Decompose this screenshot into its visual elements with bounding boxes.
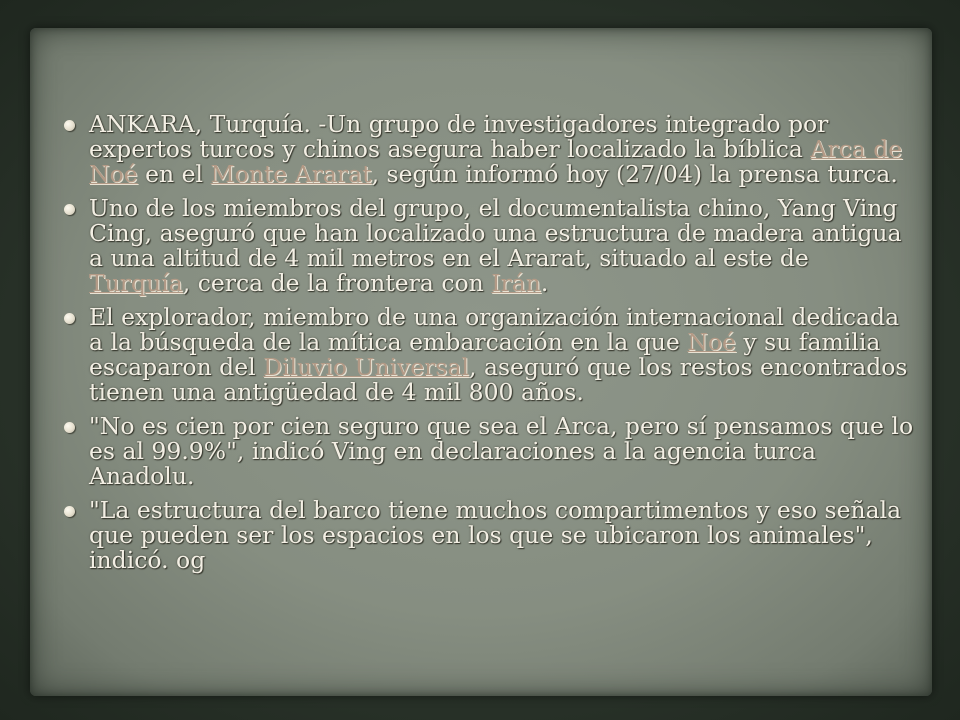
text-segment: ANKARA, Turquía. -Un grupo de investigadores integrado por expertos turcos y chinos asegura haber localizado la bíblica	[89, 110, 829, 163]
bullet-icon	[64, 422, 75, 433]
link-diluvio-universal[interactable]: Diluvio Universal	[263, 353, 470, 381]
bullet-text-4	[89, 496, 901, 574]
bullet-list	[64, 112, 914, 573]
bullet-text-0	[89, 110, 902, 188]
bullet-text-3	[89, 412, 913, 490]
link-monte-ararat[interactable]: Monte Ararat	[210, 160, 372, 188]
bullet-item	[64, 498, 914, 573]
bullet-text-2	[89, 303, 907, 406]
text-segment: , cerca de la frontera con	[182, 269, 492, 297]
link-iran[interactable]: Irán	[491, 269, 541, 297]
text-segment: "No es cien por cien seguro que sea el Arca, pero sí pensamos que lo es al 99.9%", indicó Ving en declaraciones a la agencia turca Anadolu.	[89, 412, 914, 490]
bullet-item	[64, 112, 914, 187]
bullet-item	[64, 414, 914, 489]
bullet-item	[64, 196, 914, 296]
bullet-icon	[64, 120, 75, 131]
text-segment: .	[540, 269, 549, 297]
link-turquia[interactable]: Turquía	[89, 269, 183, 297]
bullet-icon	[64, 204, 75, 215]
text-segment: , según informó hoy (27/04) la prensa turca.	[371, 160, 898, 188]
text-segment: en el	[137, 160, 211, 188]
bullet-icon	[64, 506, 75, 517]
text-segment: Uno de los miembros del grupo, el documentalista chino, Yang Ving Cing, aseguró que han localizado una estructura de madera antigua a una altitud de 4 mil metros en el Ararat, situado al este de	[89, 194, 902, 272]
text-segment: "La estructura del barco tiene muchos compartimentos y eso señala que pueden ser los espacios en los que se ubicaron los animales", indicó. og	[89, 496, 902, 574]
link-arca-de-noe[interactable]: Arca de Noé	[89, 135, 903, 188]
text-segment: y su familia escaparon del	[89, 328, 881, 381]
text-segment: El explorador, miembro de una organización internacional dedicada a la búsqueda de la mítica embarcación en la que	[89, 303, 900, 356]
text-segment: , aseguró que los restos encontrados tienen una antigüedad de 4 mil 800 años.	[89, 353, 908, 406]
bullet-text-1	[89, 194, 902, 297]
bullet-item	[64, 305, 914, 405]
bullet-icon	[64, 313, 75, 324]
link-noe[interactable]: Noé	[687, 328, 736, 356]
slide-content	[64, 112, 914, 582]
